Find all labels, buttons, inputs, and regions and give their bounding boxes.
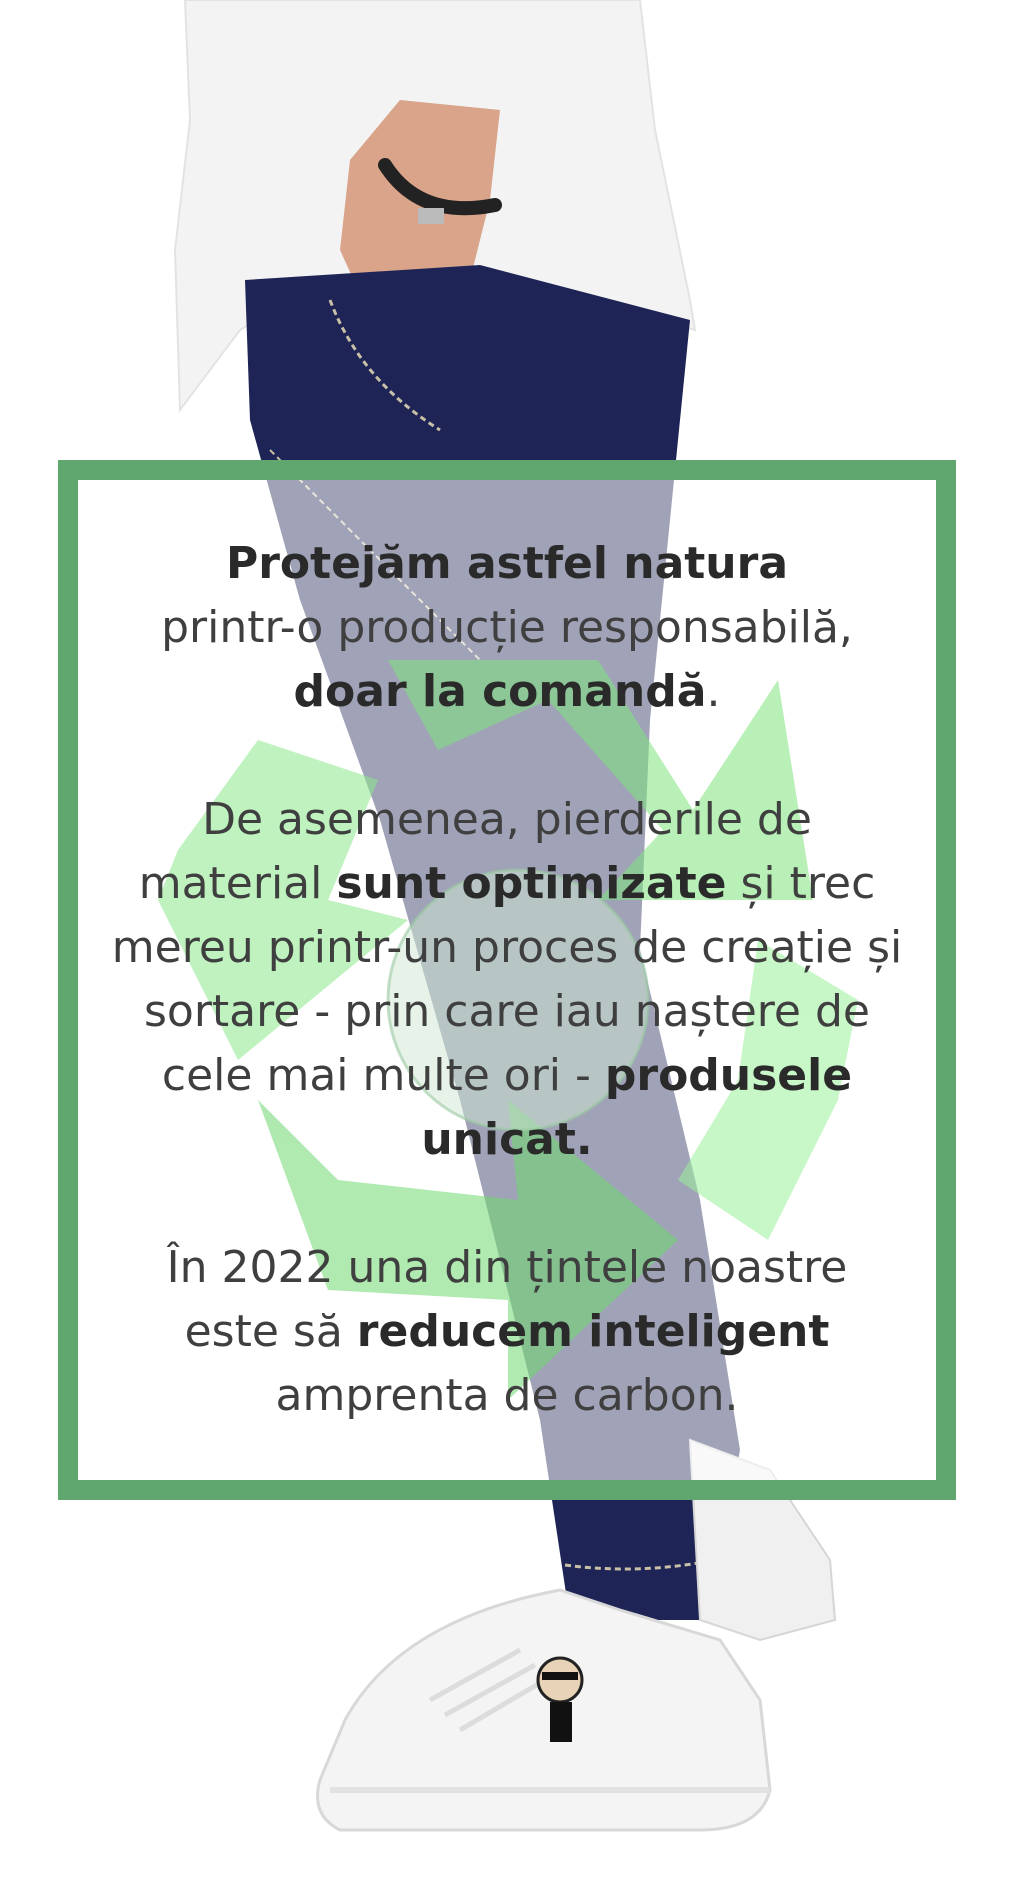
text-line <box>78 1236 936 1300</box>
text-line <box>78 852 936 916</box>
text-segment: cele mai multe ori - <box>161 1050 605 1101</box>
text-segment: sortare - prin care iau naștere de <box>144 986 870 1037</box>
info-panel <box>78 480 936 1480</box>
text-line <box>78 1044 936 1108</box>
text-segment: mereu printr-un proces de creație și <box>111 922 903 973</box>
paragraph-waste <box>78 788 936 1172</box>
text-segment: este să <box>184 1306 357 1357</box>
front-sneaker <box>318 1590 771 1830</box>
text-line <box>78 532 936 596</box>
text-line <box>78 1108 936 1172</box>
text-segment: material <box>138 858 337 909</box>
info-text <box>78 532 936 1492</box>
text-line <box>78 1300 936 1364</box>
bold-text: doar la comandă <box>293 666 707 717</box>
text-segment: În 2022 una din țintele noastre <box>166 1242 848 1293</box>
bold-text: reducem inteligent <box>356 1306 830 1357</box>
bold-text: produsele <box>604 1050 853 1101</box>
text-line <box>78 788 936 852</box>
info-frame <box>58 460 956 1500</box>
text-line <box>78 1364 936 1428</box>
text-line <box>78 980 936 1044</box>
bold-text: Protejăm astfel natura <box>225 538 789 589</box>
bold-text: sunt optimizate <box>336 858 727 909</box>
paragraph-goal <box>78 1236 936 1428</box>
text-segment: . <box>706 666 721 717</box>
text-segment: și trec <box>726 858 876 909</box>
text-segment: De asemenea, pierderile de <box>202 794 812 845</box>
text-line <box>78 916 936 980</box>
text-line <box>78 660 936 724</box>
paragraph-intro <box>78 532 936 724</box>
text-line <box>78 596 936 660</box>
bold-text: unicat. <box>421 1114 593 1165</box>
text-segment: amprenta de carbon. <box>275 1370 739 1421</box>
text-segment: printr-o producție responsabilă, <box>161 602 853 653</box>
